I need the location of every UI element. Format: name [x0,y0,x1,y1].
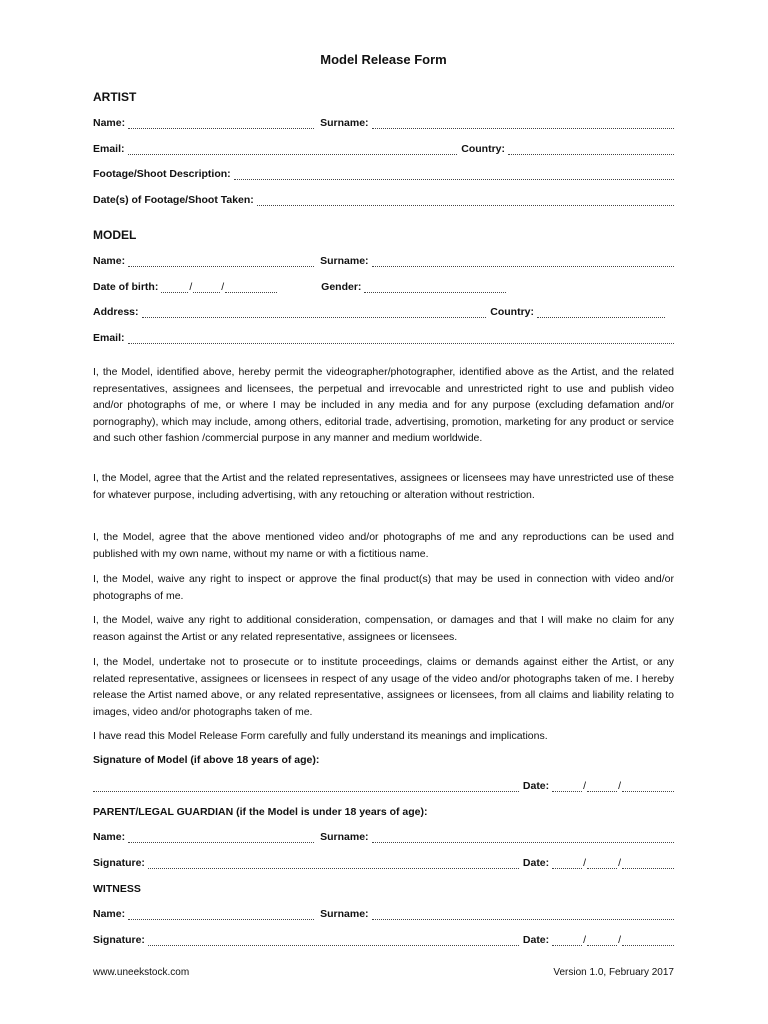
model-country-field[interactable] [537,307,665,318]
artist-dates-label: Date(s) of Footage/Shoot Taken: [93,194,254,206]
model-dob-day-field[interactable] [161,282,188,293]
footer-version: Version 1.0, February 2017 [553,967,674,978]
model-dob-month-field[interactable] [193,282,220,293]
guardian-signature-label: Signature: [93,857,145,869]
model-signature-date-label: Date: [522,780,550,792]
model-email-field[interactable] [128,333,674,344]
model-name-row [93,255,674,269]
guardian-surname-field[interactable] [372,832,674,843]
date-separator: / [618,934,621,946]
form-title: Model Release Form [320,52,447,67]
model-dob-year-field[interactable] [225,282,277,293]
artist-email-row [93,143,674,157]
witness-signature-field[interactable] [148,935,519,946]
guardian-name-field[interactable] [128,832,314,843]
release-paragraph: I, the Model, identified above, hereby permit the videographer/photographer, identified above as the Artist, and the related representatives, assignees and licensees, the perpetual and irrevocable and unrestricted right to use and publish video and/or photographs of me, or where I may be included in any media and for any purpose (excluding defamation and/or pornography), which may include, among others, editorial trade, advertising, promotion, marketing for any product or service and such other fashion /commercial purpose in any manner and medium worldwide. [93,366,674,444]
artist-dates-field[interactable] [257,195,674,206]
witness-signature-label: Signature: [93,934,145,946]
artist-footage-row [93,168,674,182]
date-separator: / [583,857,587,869]
model-country-label: Country: [490,306,534,318]
date-separator: / [618,780,621,792]
model-signature-date-month[interactable] [587,781,617,792]
model-name-field[interactable] [128,256,314,267]
dob-separator: / [221,281,225,293]
model-signature-heading: Signature of Model (if above 18 years of age): [93,754,320,766]
artist-name-field[interactable] [128,118,314,129]
model-email-row [93,332,674,346]
model-gender-field[interactable] [364,282,506,293]
model-surname-label: Surname: [320,255,369,267]
guardian-name-label: Name: [93,831,126,843]
model-gender-label: Gender: [321,281,362,293]
guardian-heading: PARENT/LEGAL GUARDIAN (if the Model is under 18 years of age): [93,806,428,818]
release-paragraph: I, the Model, agree that the above mentioned video and/or photographs of me and any reproductions can be used and published with my own name, without my name or with a fictitious name. [93,531,674,560]
model-surname-field[interactable] [372,256,674,267]
release-paragraph: I, the Model, agree that the Artist and the related representatives, assignees or licensees may have unrestricted use of these for whatever purpose, including advertising, with any retouching or alteration without restriction. [93,472,674,501]
witness-name-field[interactable] [128,909,314,920]
artist-email-field[interactable] [128,144,458,155]
witness-surname-field[interactable] [372,909,674,920]
witness-date-year[interactable] [622,935,674,946]
release-paragraph: I, the Model, undertake not to prosecute or to institute proceedings, claims or demands against either the Artist, or any related representative, assignees or licensees in respect of any usage of the video and/or photographs taken of me. I hereby release the Artist named above, or any related representative, assignees or licensees, from all claims and liability relating to images, video and/or photographs taken of me. [93,656,674,718]
artist-footage-label: Footage/Shoot Description: [93,168,231,180]
artist-name-row [93,117,674,131]
model-address-field[interactable] [142,307,487,318]
witness-name-row [93,908,674,922]
guardian-date-label: Date: [522,857,550,869]
witness-date-month[interactable] [587,935,617,946]
model-signature-date-year[interactable] [622,781,674,792]
artist-name-label: Name: [93,117,126,129]
model-email-label: Email: [93,332,125,344]
artist-dates-row [93,194,674,208]
guardian-surname-label: Surname: [320,831,369,843]
witness-signature-row [93,934,674,948]
date-separator: / [618,857,621,869]
model-signature-date-day[interactable] [552,781,582,792]
release-paragraph: I, the Model, waive any right to inspect or approve the final product(s) that may be used in connection with video and/or photographs of me. [93,573,674,602]
artist-country-label: Country: [461,143,505,155]
document-page [93,0,674,1024]
dob-separator: / [189,281,193,293]
witness-date-day[interactable] [552,935,582,946]
artist-email-label: Email: [93,143,125,155]
model-signature-row [93,780,674,794]
model-dob-label: Date of birth: [93,281,159,293]
artist-surname-label: Surname: [320,117,369,129]
artist-surname-field[interactable] [372,118,674,129]
guardian-date-day[interactable] [552,858,582,869]
release-paragraph: I have read this Model Release Form carefully and fully understand its meanings and implications. [93,730,548,742]
release-paragraph: I, the Model, waive any right to additional consideration, compensation, or damages and that I will make no claim for any reason against the Artist or any related representative, assignees or licensees. [93,614,674,643]
witness-heading: WITNESS [93,883,141,895]
model-signature-field[interactable] [93,781,519,792]
guardian-signature-row [93,857,674,871]
model-name-label: Name: [93,255,126,267]
guardian-signature-field[interactable] [148,858,519,869]
artist-footage-field[interactable] [234,169,674,180]
guardian-name-row [93,831,674,845]
witness-date-label: Date: [522,934,550,946]
model-address-label: Address: [93,306,139,318]
date-separator: / [583,780,587,792]
model-address-row [93,306,674,320]
artist-country-field[interactable] [508,144,674,155]
guardian-date-month[interactable] [587,858,617,869]
artist-heading: ARTIST [93,90,137,104]
model-heading: MODEL [93,228,137,242]
date-separator: / [583,934,587,946]
witness-surname-label: Surname: [320,908,369,920]
footer-website: www.uneekstock.com [93,967,190,978]
witness-name-label: Name: [93,908,126,920]
model-dob-row [93,281,674,295]
guardian-date-year[interactable] [622,858,674,869]
